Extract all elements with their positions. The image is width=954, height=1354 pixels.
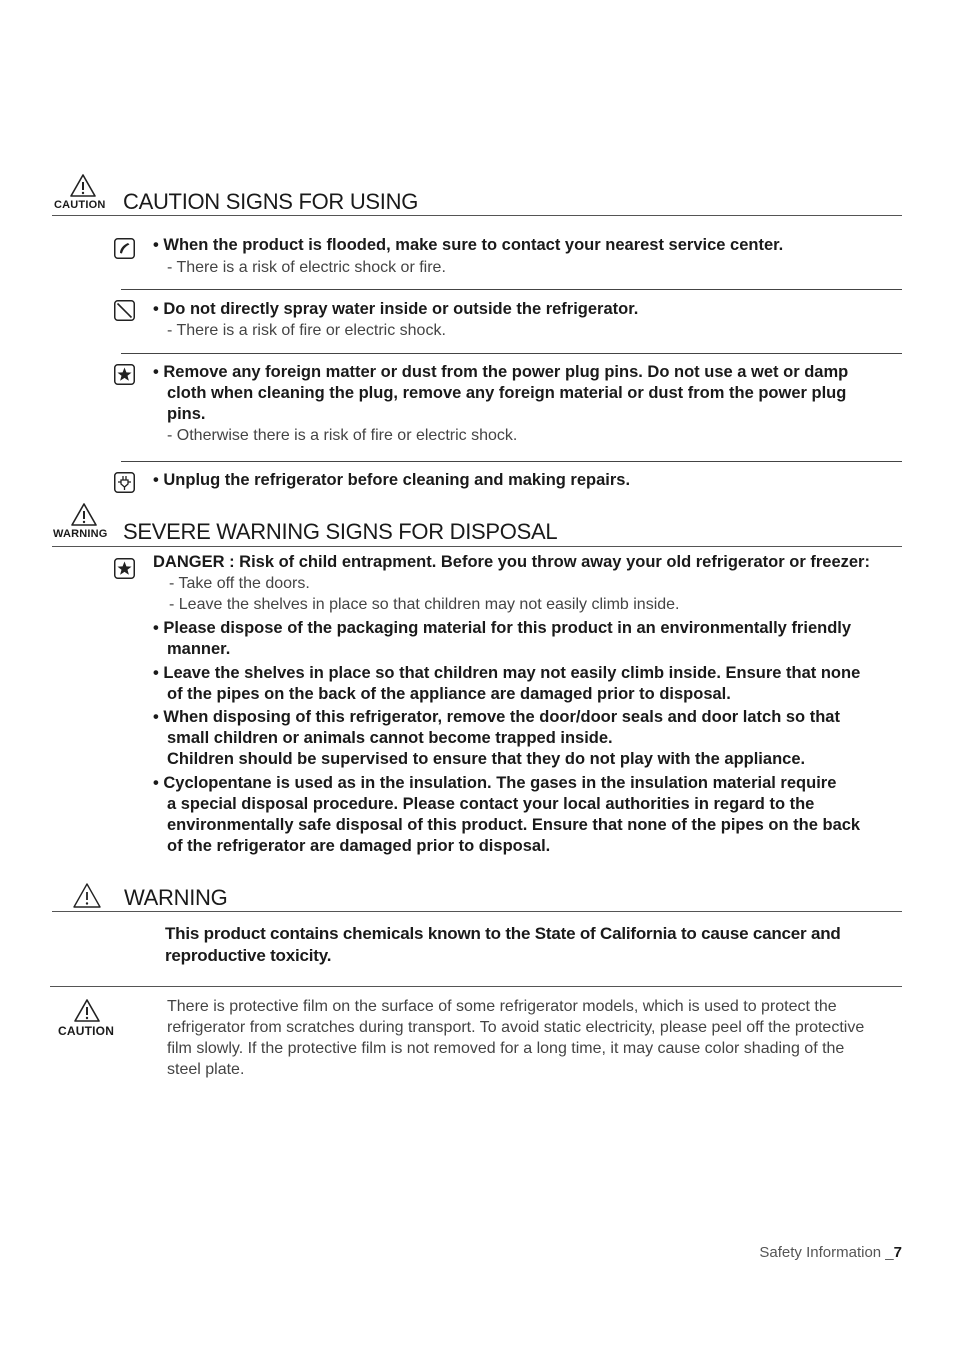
page-footer (759, 1244, 902, 1261)
caution-item-text: • Unplug the refrigerator before cleaning and making repairs. (153, 471, 631, 489)
disposal-bullet-line: of the pipes on the back of the appliance are damaged prior to disposal. (167, 685, 731, 703)
row-divider (121, 461, 902, 462)
warning-triangle-icon (72, 882, 102, 909)
disposal-bullet: • Leave the shelves in place so that children may not easily climb inside. Ensure that none (153, 664, 861, 682)
disposal-bullet-line: Children should be supervised to ensure that they do not play with the appliance. (167, 750, 806, 768)
disposal-bullet-line: small children or animals cannot become trapped inside. (167, 729, 613, 747)
star-icon (114, 558, 135, 579)
caution-triangle-icon (73, 998, 101, 1023)
warning-tag: WARNING (53, 528, 108, 540)
section-rule (50, 986, 902, 987)
row-divider (121, 289, 902, 290)
danger-line: DANGER : Risk of child entrapment. Before you throw away your old refrigerator or freezer: (153, 553, 870, 571)
disposal-bullet-line: environmentally safe disposal of this product. Ensure that none of the pipes on the back (167, 816, 861, 834)
phone-icon (114, 238, 135, 259)
disposal-bullet: • Please dispose of the packaging material for this product in an environmentally friendly (153, 619, 852, 637)
section-rule (52, 546, 902, 547)
warning-triangle-icon (70, 502, 98, 527)
caution-item-note: - There is a risk of electric shock or fire. (167, 259, 446, 276)
section-title-caution: CAUTION SIGNS FOR USING (123, 189, 419, 214)
footer-label: Safety Information _ (759, 1244, 894, 1261)
caution-tag: CAUTION (54, 199, 106, 211)
caution-item-text: • When the product is flooded, make sure to contact your nearest service center. (153, 236, 784, 254)
disposal-bullet-line: a special disposal procedure. Please contact your local authorities in regard to the (167, 795, 815, 813)
caution-item-text: cloth when cleaning the plug, remove any foreign material or dust from the power plug (167, 384, 847, 402)
section-title-disposal: SEVERE WARNING SIGNS FOR DISPOSAL (123, 519, 558, 544)
star-icon (114, 364, 135, 385)
disposal-bullet: • Cyclopentane is used as in the insulation. The gases in the insulation material require (153, 774, 837, 792)
danger-note: - Take off the doors. (169, 575, 310, 592)
caution-item-text: pins. (167, 405, 206, 423)
caution-item-note: - Otherwise there is a risk of fire or electric shock. (167, 427, 518, 444)
danger-note: - Leave the shelves in place so that children may not easily climb inside. (169, 596, 680, 613)
section-title-warning: WARNING (124, 885, 228, 910)
caution-item-note: - There is a risk of fire or electric shock. (167, 322, 446, 339)
disposal-bullet: • When disposing of this refrigerator, remove the door/door seals and door latch so that (153, 708, 840, 726)
unplug-icon (114, 472, 135, 493)
prohibited-icon (114, 300, 135, 321)
caution-triangle-icon (69, 173, 97, 198)
row-divider (121, 353, 902, 354)
caution-item-text: • Do not directly spray water inside or outside the refrigerator. (153, 300, 639, 318)
caution-item-text: • Remove any foreign matter or dust from the power plug pins. Do not use a wet or damp (153, 363, 849, 381)
section-rule (52, 215, 902, 216)
section-rule (52, 911, 902, 912)
protective-film-note: There is protective film on the surface of some refrigerator models, which is used to protect the refrigerator from scratches during transport. To avoid static electricity, please peel off the protective film slowly. If the protective film is not removed for a long time, it may cause color shading of the steel plate. (167, 998, 865, 1078)
caution-tag: CAUTION (58, 1024, 115, 1038)
disposal-bullet-line: manner. (167, 640, 231, 658)
disposal-bullet-line: of the refrigerator are damaged prior to disposal. (167, 837, 551, 855)
page-number: 7 (893, 1244, 902, 1261)
prop65-warning-text: This product contains chemicals known to the State of California to cause cancer and reproductive toxicity. (165, 924, 841, 965)
